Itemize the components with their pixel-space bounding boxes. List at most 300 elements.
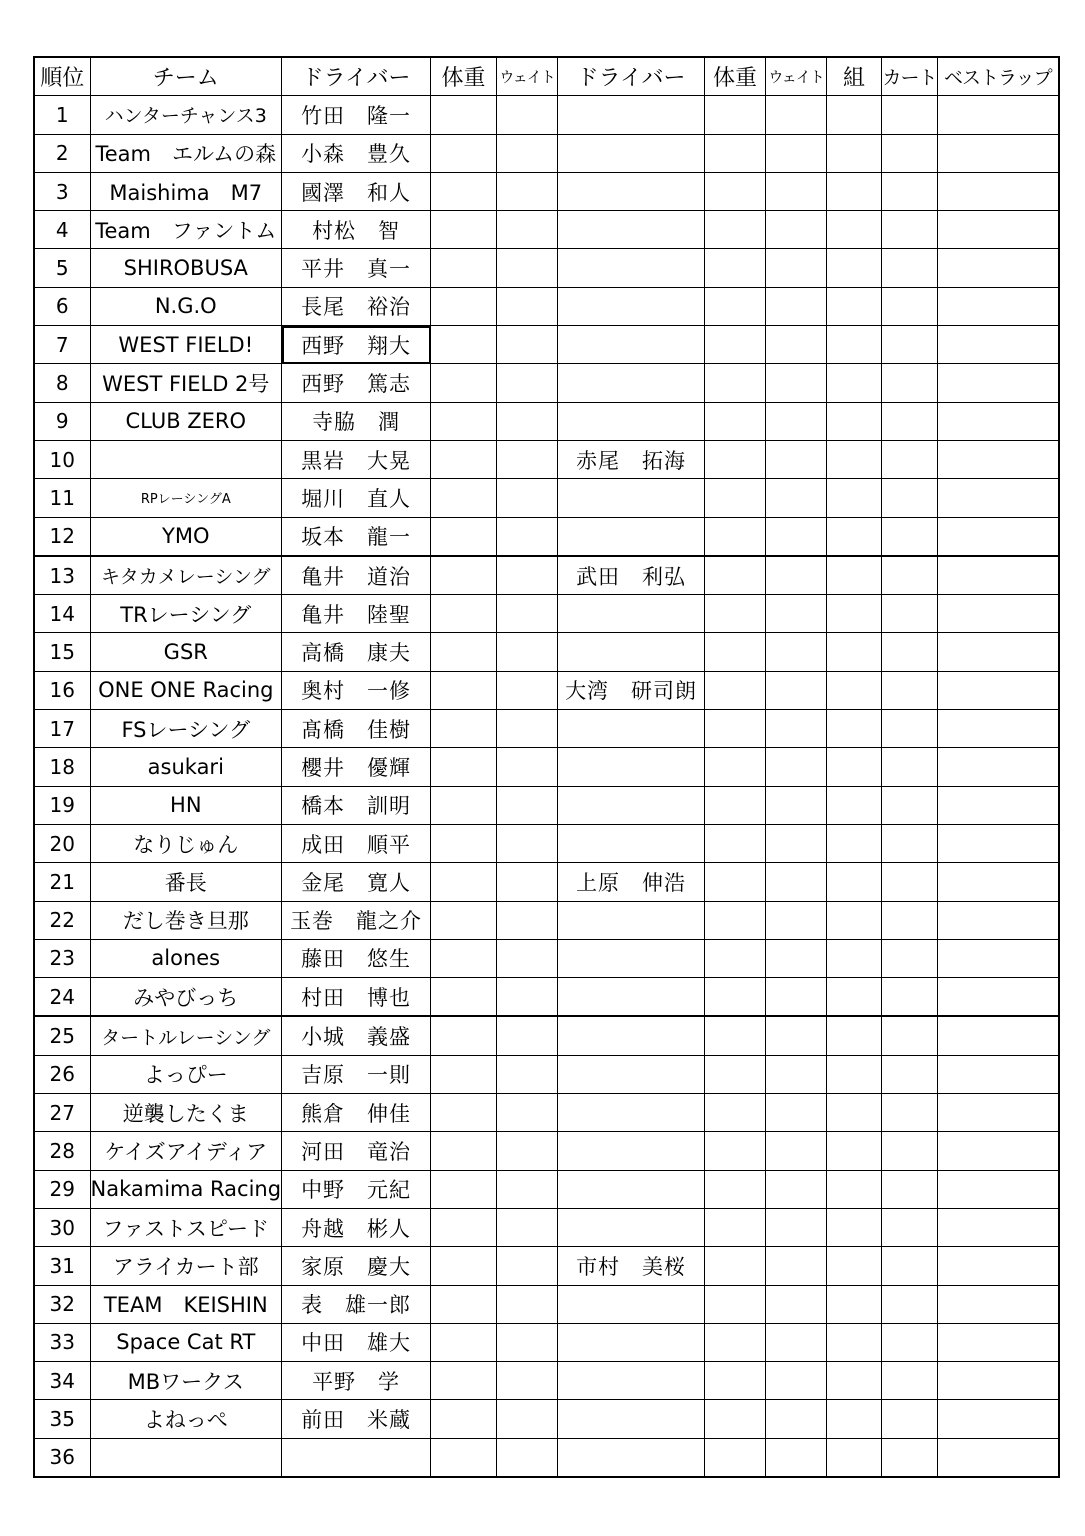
driver-2-cell [558, 249, 705, 287]
weight-2-cell [705, 786, 766, 824]
weight-1-cell [431, 824, 497, 862]
best-lap-cell [938, 595, 1059, 633]
ballast-1-cell [497, 287, 558, 325]
driver-1-cell: 藤田 悠生 [282, 939, 431, 977]
driver-2-cell [558, 402, 705, 440]
table-row [34, 402, 1059, 440]
table-row [34, 1208, 1059, 1246]
table-row [34, 249, 1059, 287]
table-row [34, 1247, 1059, 1285]
best-lap-cell [938, 479, 1059, 517]
weight-2-cell [705, 710, 766, 748]
group-cell [827, 1247, 882, 1285]
table-row [34, 901, 1059, 939]
driver-1-cell: 平井 真一 [282, 249, 431, 287]
kart-cell [882, 1285, 938, 1323]
table-row [34, 517, 1059, 556]
rank-cell: 30 [34, 1208, 90, 1246]
ballast-1-cell [497, 978, 558, 1017]
kart-cell [882, 1400, 938, 1438]
rank-cell: 23 [34, 939, 90, 977]
ballast-2-cell [766, 748, 827, 786]
kart-cell [882, 1362, 938, 1400]
table-row [34, 671, 1059, 709]
weight-2-cell [705, 1055, 766, 1093]
group-cell [827, 1323, 882, 1361]
ballast-2-cell [766, 1285, 827, 1323]
kart-cell [882, 1170, 938, 1208]
group-cell [827, 556, 882, 595]
team-cell: よねっぺ [90, 1400, 282, 1438]
team-cell: Space Cat RT [90, 1323, 282, 1361]
driver-1-cell: 竹田 隆一 [282, 96, 431, 134]
header-kart: カート [882, 57, 938, 96]
table-row [34, 863, 1059, 901]
team-cell: ケイズアイディア [90, 1132, 282, 1170]
driver-2-cell: 武田 利弘 [558, 556, 705, 595]
group-cell [827, 440, 882, 478]
weight-1-cell [431, 863, 497, 901]
table-row [34, 96, 1059, 134]
table-row [34, 1132, 1059, 1170]
best-lap-cell [938, 786, 1059, 824]
driver-2-cell [558, 287, 705, 325]
table-row [34, 1438, 1059, 1477]
weight-1-cell [431, 402, 497, 440]
ballast-1-cell [497, 1247, 558, 1285]
team-cell: Team ファントム [90, 211, 282, 249]
weight-1-cell [431, 326, 497, 364]
header-driver-1: ドライバー [282, 57, 431, 96]
driver-2-cell [558, 595, 705, 633]
kart-cell [882, 633, 938, 671]
header-weight-1: 体重 [431, 57, 497, 96]
best-lap-cell [938, 901, 1059, 939]
ballast-1-cell [497, 172, 558, 210]
best-lap-cell [938, 1247, 1059, 1285]
rank-cell: 6 [34, 287, 90, 325]
table-row [34, 1323, 1059, 1361]
rank-cell: 33 [34, 1323, 90, 1361]
driver-2-cell [558, 786, 705, 824]
table-row [34, 364, 1059, 402]
rank-cell: 21 [34, 863, 90, 901]
best-lap-cell [938, 1132, 1059, 1170]
driver-1-cell: 長尾 裕治 [282, 287, 431, 325]
driver-1-cell: 吉原 一則 [282, 1055, 431, 1093]
weight-1-cell [431, 440, 497, 478]
ballast-1-cell [497, 134, 558, 172]
team-cell: アライカート部 [90, 1247, 282, 1285]
driver-2-cell [558, 901, 705, 939]
team-cell: SHIROBUSA [90, 249, 282, 287]
driver-1-cell: 玉巻 龍之介 [282, 901, 431, 939]
weight-1-cell [431, 479, 497, 517]
driver-2-cell [558, 1170, 705, 1208]
weight-2-cell [705, 824, 766, 862]
ballast-1-cell [497, 364, 558, 402]
weight-2-cell [705, 1170, 766, 1208]
driver-2-cell [558, 1016, 705, 1055]
ballast-2-cell [766, 1438, 827, 1477]
driver-2-cell [558, 172, 705, 210]
rank-cell: 12 [34, 517, 90, 556]
table-row [34, 556, 1059, 595]
ballast-1-cell [497, 939, 558, 977]
kart-cell [882, 326, 938, 364]
driver-1-cell: 西野 翔大 [282, 326, 431, 364]
kart-cell [882, 172, 938, 210]
driver-1-cell: 中田 雄大 [282, 1323, 431, 1361]
ballast-2-cell [766, 786, 827, 824]
rank-cell: 13 [34, 556, 90, 595]
table-row [34, 748, 1059, 786]
ballast-1-cell [497, 249, 558, 287]
ballast-1-cell [497, 1055, 558, 1093]
driver-2-cell: 大湾 研司朗 [558, 671, 705, 709]
weight-1-cell [431, 671, 497, 709]
kart-cell [882, 517, 938, 556]
weight-2-cell [705, 671, 766, 709]
weight-2-cell [705, 748, 766, 786]
rank-cell: 29 [34, 1170, 90, 1208]
ballast-1-cell [497, 211, 558, 249]
team-cell: CLUB ZERO [90, 402, 282, 440]
rank-cell: 20 [34, 824, 90, 862]
weight-1-cell [431, 710, 497, 748]
kart-cell [882, 1208, 938, 1246]
best-lap-cell [938, 1285, 1059, 1323]
group-cell [827, 517, 882, 556]
driver-2-cell [558, 1323, 705, 1361]
driver-2-cell [558, 824, 705, 862]
team-cell: 番長 [90, 863, 282, 901]
rank-cell: 4 [34, 211, 90, 249]
kart-cell [882, 1132, 938, 1170]
ballast-2-cell [766, 824, 827, 862]
table-row [34, 633, 1059, 671]
ballast-2-cell [766, 671, 827, 709]
best-lap-cell [938, 1400, 1059, 1438]
best-lap-cell [938, 1094, 1059, 1132]
rank-cell: 15 [34, 633, 90, 671]
ballast-2-cell [766, 1016, 827, 1055]
weight-2-cell [705, 287, 766, 325]
team-cell: HN [90, 786, 282, 824]
table-row [34, 978, 1059, 1017]
ballast-1-cell [497, 440, 558, 478]
group-cell [827, 939, 882, 977]
weight-1-cell [431, 96, 497, 134]
group-cell [827, 633, 882, 671]
driver-1-cell: 前田 米蔵 [282, 1400, 431, 1438]
weight-1-cell [431, 1362, 497, 1400]
kart-cell [882, 402, 938, 440]
weight-2-cell [705, 172, 766, 210]
best-lap-cell [938, 748, 1059, 786]
ballast-1-cell [497, 96, 558, 134]
best-lap-cell [938, 326, 1059, 364]
ballast-2-cell [766, 96, 827, 134]
group-cell [827, 479, 882, 517]
group-cell [827, 595, 882, 633]
kart-cell [882, 479, 938, 517]
team-cell: キタカメレーシング [90, 556, 282, 595]
group-cell [827, 172, 882, 210]
weight-2-cell [705, 1323, 766, 1361]
ballast-2-cell [766, 978, 827, 1017]
driver-1-cell: 高橋 康夫 [282, 633, 431, 671]
rank-cell: 1 [34, 96, 90, 134]
team-cell: FSレーシング [90, 710, 282, 748]
best-lap-cell [938, 863, 1059, 901]
group-cell [827, 978, 882, 1017]
group-cell [827, 364, 882, 402]
group-cell [827, 211, 882, 249]
table-row [34, 440, 1059, 478]
ballast-2-cell [766, 440, 827, 478]
rank-cell: 9 [34, 402, 90, 440]
team-cell: Maishima M7 [90, 172, 282, 210]
group-cell [827, 287, 882, 325]
rank-cell: 36 [34, 1438, 90, 1477]
driver-2-cell [558, 364, 705, 402]
group-cell [827, 134, 882, 172]
ballast-1-cell [497, 824, 558, 862]
best-lap-cell [938, 364, 1059, 402]
team-cell: ONE ONE Racing [90, 671, 282, 709]
rank-cell: 7 [34, 326, 90, 364]
weight-1-cell [431, 287, 497, 325]
table-row [34, 595, 1059, 633]
weight-1-cell [431, 1016, 497, 1055]
kart-cell [882, 863, 938, 901]
driver-1-cell: 熊倉 伸佳 [282, 1094, 431, 1132]
weight-2-cell [705, 595, 766, 633]
rank-cell: 24 [34, 978, 90, 1017]
kart-cell [882, 287, 938, 325]
ballast-1-cell [497, 517, 558, 556]
ballast-1-cell [497, 671, 558, 709]
driver-1-cell: 櫻井 優輝 [282, 748, 431, 786]
driver-1-cell: 小城 義盛 [282, 1016, 431, 1055]
driver-1-cell: 黒岩 大晃 [282, 440, 431, 478]
group-cell [827, 1438, 882, 1477]
driver-2-cell [558, 517, 705, 556]
ballast-2-cell [766, 211, 827, 249]
ballast-1-cell [497, 1016, 558, 1055]
group-cell [827, 671, 882, 709]
best-lap-cell [938, 211, 1059, 249]
ballast-1-cell [497, 748, 558, 786]
driver-1-cell: 平野 学 [282, 1362, 431, 1400]
team-cell: ファストスピード [90, 1208, 282, 1246]
best-lap-cell [938, 556, 1059, 595]
rank-cell: 26 [34, 1055, 90, 1093]
team-cell: YMO [90, 517, 282, 556]
header-team: チーム [90, 57, 282, 96]
header-ballast-2: ウェイト [766, 57, 827, 96]
ballast-2-cell [766, 1094, 827, 1132]
ballast-2-cell [766, 1055, 827, 1093]
weight-2-cell [705, 1132, 766, 1170]
group-cell [827, 786, 882, 824]
ballast-1-cell [497, 326, 558, 364]
weight-1-cell [431, 364, 497, 402]
weight-1-cell [431, 1247, 497, 1285]
table-row [34, 1170, 1059, 1208]
weight-1-cell [431, 1132, 497, 1170]
team-cell: alones [90, 939, 282, 977]
best-lap-cell [938, 287, 1059, 325]
ballast-1-cell [497, 479, 558, 517]
driver-2-cell [558, 939, 705, 977]
driver-1-cell: 村田 博也 [282, 978, 431, 1017]
ballast-1-cell [497, 786, 558, 824]
ballast-2-cell [766, 863, 827, 901]
driver-1-cell: 寺脇 潤 [282, 402, 431, 440]
ballast-1-cell [497, 633, 558, 671]
driver-1-cell: 小森 豊久 [282, 134, 431, 172]
team-cell: Team エルムの森 [90, 134, 282, 172]
weight-1-cell [431, 1094, 497, 1132]
group-cell [827, 901, 882, 939]
ballast-1-cell [497, 1094, 558, 1132]
ballast-1-cell [497, 1323, 558, 1361]
kart-cell [882, 748, 938, 786]
group-cell [827, 710, 882, 748]
ballast-2-cell [766, 134, 827, 172]
header-rank: 順位 [34, 57, 90, 96]
weight-1-cell [431, 901, 497, 939]
rank-cell: 35 [34, 1400, 90, 1438]
ballast-2-cell [766, 1208, 827, 1246]
team-cell [90, 440, 282, 478]
table-row [34, 134, 1059, 172]
team-cell: Nakamima Racing [90, 1170, 282, 1208]
entry-rows [34, 96, 1059, 1477]
ballast-1-cell [497, 863, 558, 901]
kart-cell [882, 1438, 938, 1477]
ballast-2-cell [766, 1362, 827, 1400]
weight-2-cell [705, 939, 766, 977]
team-cell: 逆襲したくま [90, 1094, 282, 1132]
best-lap-cell [938, 517, 1059, 556]
driver-2-cell [558, 479, 705, 517]
group-cell [827, 1132, 882, 1170]
best-lap-cell [938, 710, 1059, 748]
weight-2-cell [705, 517, 766, 556]
team-cell: みやびっち [90, 978, 282, 1017]
ballast-2-cell [766, 901, 827, 939]
group-cell [827, 402, 882, 440]
group-cell [827, 1400, 882, 1438]
rank-cell: 18 [34, 748, 90, 786]
best-lap-cell [938, 978, 1059, 1017]
driver-2-cell [558, 1055, 705, 1093]
weight-2-cell [705, 440, 766, 478]
driver-2-cell [558, 1400, 705, 1438]
driver-1-cell: 坂本 龍一 [282, 517, 431, 556]
driver-1-cell: 橋本 訓明 [282, 786, 431, 824]
rank-cell: 34 [34, 1362, 90, 1400]
weight-2-cell [705, 134, 766, 172]
table-row [34, 939, 1059, 977]
ballast-2-cell [766, 249, 827, 287]
weight-1-cell [431, 1055, 497, 1093]
driver-1-cell [282, 1438, 431, 1477]
kart-cell [882, 134, 938, 172]
weight-2-cell [705, 1400, 766, 1438]
rank-cell: 3 [34, 172, 90, 210]
ballast-1-cell [497, 556, 558, 595]
driver-2-cell [558, 1285, 705, 1323]
table-row [34, 1094, 1059, 1132]
weight-2-cell [705, 1362, 766, 1400]
weight-2-cell [705, 901, 766, 939]
table-row [34, 1016, 1059, 1055]
weight-1-cell [431, 633, 497, 671]
group-cell [827, 1094, 882, 1132]
rank-cell: 11 [34, 479, 90, 517]
best-lap-cell [938, 440, 1059, 478]
kart-cell [882, 1247, 938, 1285]
ballast-2-cell [766, 1323, 827, 1361]
best-lap-cell [938, 633, 1059, 671]
group-cell [827, 1016, 882, 1055]
driver-2-cell [558, 96, 705, 134]
weight-2-cell [705, 1438, 766, 1477]
kart-cell [882, 249, 938, 287]
driver-1-cell: 亀井 道治 [282, 556, 431, 595]
driver-1-cell: 金尾 寛人 [282, 863, 431, 901]
driver-1-cell: 表 雄一郎 [282, 1285, 431, 1323]
header-row [34, 57, 1059, 96]
driver-1-cell: 奥村 一修 [282, 671, 431, 709]
header-group: 組 [827, 57, 882, 96]
weight-1-cell [431, 211, 497, 249]
best-lap-cell [938, 1055, 1059, 1093]
kart-cell [882, 1016, 938, 1055]
weight-2-cell [705, 1247, 766, 1285]
weight-1-cell [431, 1323, 497, 1361]
rank-cell: 32 [34, 1285, 90, 1323]
driver-2-cell [558, 1362, 705, 1400]
header-ballast-1: ウェイト [497, 57, 558, 96]
rank-cell: 5 [34, 249, 90, 287]
driver-1-cell: 家原 慶大 [282, 1247, 431, 1285]
table-row [34, 1400, 1059, 1438]
weight-2-cell [705, 96, 766, 134]
team-cell: TEAM KEISHIN [90, 1285, 282, 1323]
ballast-1-cell [497, 1400, 558, 1438]
ballast-2-cell [766, 1247, 827, 1285]
rank-cell: 16 [34, 671, 90, 709]
ballast-2-cell [766, 517, 827, 556]
weight-1-cell [431, 517, 497, 556]
weight-2-cell [705, 249, 766, 287]
rank-cell: 8 [34, 364, 90, 402]
team-cell: TRレーシング [90, 595, 282, 633]
header-driver-2: ドライバー [558, 57, 705, 96]
group-cell [827, 326, 882, 364]
weight-1-cell [431, 1438, 497, 1477]
driver-2-cell [558, 710, 705, 748]
table-row [34, 211, 1059, 249]
ballast-1-cell [497, 1362, 558, 1400]
ballast-2-cell [766, 1132, 827, 1170]
driver-1-cell: 中野 元紀 [282, 1170, 431, 1208]
